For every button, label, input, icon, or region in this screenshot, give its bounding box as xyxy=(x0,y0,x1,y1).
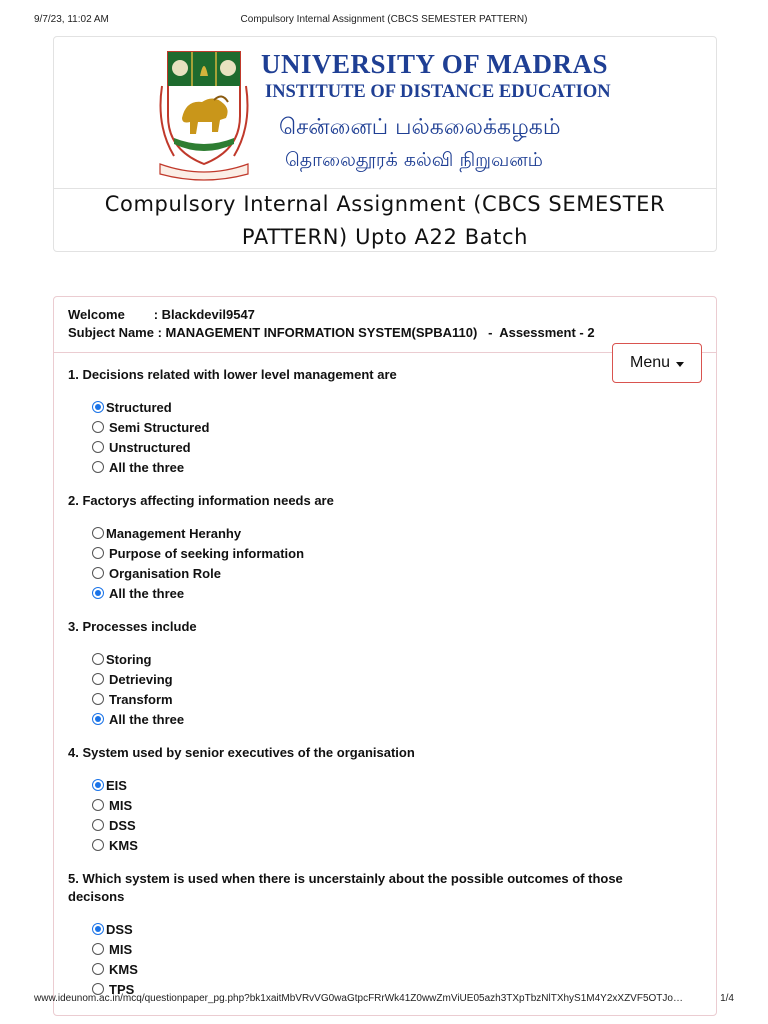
option-label: All the three xyxy=(109,585,185,601)
answer-option[interactable] xyxy=(92,583,492,603)
answer-option[interactable] xyxy=(92,457,492,477)
answer-option[interactable] xyxy=(92,669,492,689)
option-label: Storing xyxy=(106,651,152,667)
radio-checked-icon[interactable] xyxy=(92,713,104,725)
radio-unchecked-icon[interactable] xyxy=(92,653,104,665)
answer-option[interactable] xyxy=(92,815,492,835)
print-page-number: 1/4 xyxy=(720,993,734,1004)
option-label: Purpose of seeking information xyxy=(109,545,305,561)
radio-unchecked-icon[interactable] xyxy=(92,567,104,579)
option-label: KMS xyxy=(109,961,138,977)
option-label: All the three xyxy=(109,459,185,475)
option-label: KMS xyxy=(109,837,138,853)
radio-unchecked-icon[interactable] xyxy=(92,963,104,975)
answer-option[interactable] xyxy=(92,543,492,563)
option-label: Transform xyxy=(109,691,173,707)
option-label: TPS xyxy=(109,981,135,997)
page-title-line-1: Compulsory Internal Assignment (CBCS SEMESTER xyxy=(104,192,666,216)
radio-unchecked-icon[interactable] xyxy=(92,799,104,811)
option-label: DSS xyxy=(106,921,133,937)
answer-option[interactable] xyxy=(92,397,492,417)
page-title xyxy=(54,187,716,254)
print-header xyxy=(0,14,768,30)
answer-option[interactable] xyxy=(92,689,492,709)
option-label: Structured xyxy=(106,399,172,415)
question-text: 3. Processes include xyxy=(68,619,197,634)
radio-unchecked-icon[interactable] xyxy=(92,819,104,831)
radio-checked-icon[interactable] xyxy=(92,401,104,413)
option-label: EIS xyxy=(106,777,127,793)
radio-unchecked-icon[interactable] xyxy=(92,527,104,539)
option-group xyxy=(92,775,492,855)
question-text: 2. Factorys affecting information needs are xyxy=(68,493,334,508)
question-text: 4. System used by senior executives of the organisation xyxy=(68,745,415,760)
radio-unchecked-icon[interactable] xyxy=(92,943,104,955)
institute-name: INSTITUTE OF DISTANCE EDUCATION xyxy=(265,82,611,102)
question-text: 1. Decisions related with lower level management are xyxy=(68,367,397,382)
answer-option[interactable] xyxy=(92,417,492,437)
radio-unchecked-icon[interactable] xyxy=(92,673,104,685)
print-footer xyxy=(0,993,768,1009)
print-date: 9/7/23, 11:02 AM xyxy=(34,14,109,25)
menu-label: Menu xyxy=(629,354,671,371)
university-name: UNIVERSITY OF MADRAS xyxy=(261,49,609,79)
answer-option[interactable] xyxy=(92,919,492,939)
option-group xyxy=(92,919,492,999)
subject-line: Subject Name : MANAGEMENT INFORMATION SYSTEM(SPBA110) - Assessment - 2 xyxy=(68,325,595,340)
option-group xyxy=(92,523,492,603)
radio-unchecked-icon[interactable] xyxy=(92,693,104,705)
question-text: 5. Which system is used when there is uncerstainly about the possible outcomes of those decisons xyxy=(68,871,623,904)
option-group xyxy=(92,397,492,477)
answer-option[interactable] xyxy=(92,563,492,583)
radio-checked-icon[interactable] xyxy=(92,587,104,599)
radio-checked-icon[interactable] xyxy=(92,923,104,935)
answer-option[interactable] xyxy=(92,795,492,815)
print-title: Compulsory Internal Assignment (CBCS SEMESTER PATTERN) xyxy=(240,14,528,25)
option-label: MIS xyxy=(109,797,133,813)
radio-unchecked-icon[interactable] xyxy=(92,441,104,453)
tamil-institute-name: தொலைதூரக் கல்வி நிறுவனம் xyxy=(285,149,543,171)
radio-unchecked-icon[interactable] xyxy=(92,421,104,433)
option-label: Unstructured xyxy=(109,439,191,455)
print-url: www.ideunom.ac.in/mcq/questionpaper_pg.php?bk1xaitMbVRvVG0waGtpcFRrWk41Z0wwZmViUE05azh3TXpTbzNlTXhyS1M4Y2xXZVF5OTJo… xyxy=(34,993,683,1004)
radio-unchecked-icon[interactable] xyxy=(92,461,104,473)
option-group xyxy=(92,649,492,729)
answer-option[interactable] xyxy=(92,437,492,457)
radio-checked-icon[interactable] xyxy=(92,779,104,791)
answer-option[interactable] xyxy=(92,709,492,729)
answer-option[interactable] xyxy=(92,939,492,959)
page-title-line-2: PATTERN) Upto A22 Batch xyxy=(241,225,529,249)
radio-unchecked-icon[interactable] xyxy=(92,839,104,851)
tamil-university-name: சென்னைப் பல்கலைக்கழகம் xyxy=(279,115,561,140)
welcome-line: Welcome : Blackdevil9547 xyxy=(68,307,255,322)
university-banner xyxy=(53,36,717,252)
assessment-panel xyxy=(53,296,717,1016)
option-label: All the three xyxy=(109,711,185,727)
option-label: Detrieving xyxy=(109,671,173,687)
answer-option[interactable] xyxy=(92,649,492,669)
answer-option[interactable] xyxy=(92,835,492,855)
option-label: Management Heranhy xyxy=(106,525,242,541)
option-label: Organisation Role xyxy=(109,565,221,581)
option-label: DSS xyxy=(109,817,136,833)
radio-unchecked-icon[interactable] xyxy=(92,547,104,559)
option-label: Semi Structured xyxy=(109,419,210,435)
university-emblem-icon xyxy=(154,46,254,184)
answer-option[interactable] xyxy=(92,775,492,795)
answer-option[interactable] xyxy=(92,959,492,979)
option-label: MIS xyxy=(109,941,133,957)
answer-option[interactable] xyxy=(92,523,492,543)
